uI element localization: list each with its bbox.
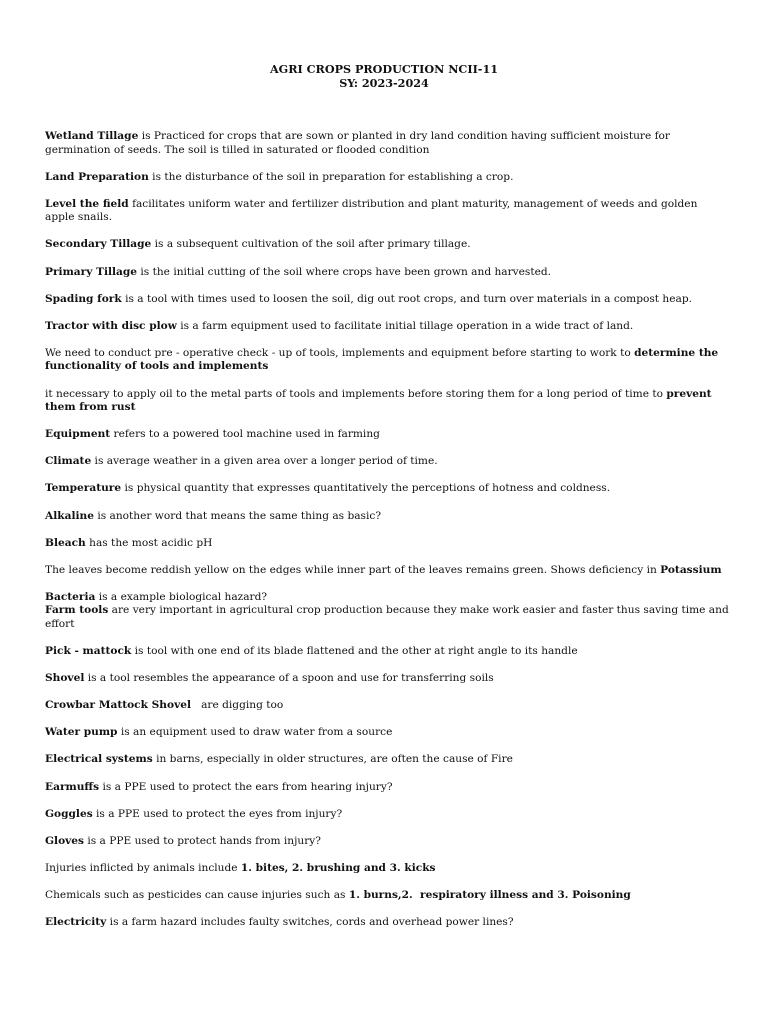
definition-text: is a PPE used to protect the ears from hearing injury? [99, 780, 393, 793]
definition-text: are digging too [191, 699, 284, 712]
definition-text: is a subsequent cultivation of the soil after primary tillage. [151, 238, 471, 251]
definition-text: is a tool resembles the appearance of a spoon and use for transferring soils [84, 672, 494, 685]
statement-text: Injuries inflicted by animals include [45, 861, 241, 874]
definition-primary-tillage [45, 266, 730, 280]
term: Farm tools [45, 604, 109, 617]
answer: Potassium [660, 563, 722, 576]
definition-text: is another word that means the same thing as basic? [93, 509, 381, 522]
term: Level the field [45, 197, 129, 210]
document-body [45, 130, 730, 943]
definition-text: is physical quantity that expresses quantitatively the perceptions of hotness and coldness. [121, 482, 611, 495]
definition-text: is the disturbance of the soil in preparation for establishing a crop. [148, 170, 514, 183]
definition-text: is a PPE used to protect hands from injury? [84, 834, 321, 847]
term: Alkaline [45, 509, 94, 522]
definition-spading-fork [45, 293, 730, 307]
definition-text: is a tool with times used to loosen the soil, dig out root crops, and turn over materials in a compost heap. [121, 292, 692, 305]
definition-electricity [45, 916, 730, 930]
definition-text: is a farm hazard includes faulty switches, cords and overhead power lines? [106, 916, 514, 928]
definition-text: facilitates uniform water and fertilizer distribution and plant maturity, management of weeds and golden apple snails. [45, 197, 698, 224]
definition-text: is average weather in a given area over a longer period of time. [91, 455, 438, 468]
term: Goggles [45, 807, 93, 820]
term: Gloves [45, 834, 84, 847]
statement-apply-oil [45, 388, 730, 415]
term: Secondary Tillage [45, 238, 152, 251]
definition-text: is a farm equipment used to facilitate initial tillage operation in a wide tract of land. [176, 319, 634, 332]
statement-text: We need to conduct pre - operative check - up of tools, implements and equipment before starting to work to [45, 346, 635, 359]
term: Land Preparation [45, 170, 149, 183]
definition-bacteria [45, 591, 730, 605]
term: Temperature [45, 482, 122, 495]
term: Shovel [45, 672, 85, 685]
term: Tractor with disc plow [45, 319, 177, 332]
document-header [0, 62, 768, 90]
term: Equipment [45, 428, 111, 441]
definition-text: is Practiced for crops that are sown or planted in dry land condition having sufficient moisture for germination of seeds. The soil is tilled in saturated or flooded condition [45, 130, 670, 156]
term: Earmuffs [45, 780, 100, 793]
definition-pick-mattock [45, 645, 730, 659]
term: Bacteria [45, 590, 96, 603]
definition-text: is an equipment used to draw water from a source [117, 726, 393, 739]
definition-text: refers to a powered tool machine used in farming [110, 428, 380, 441]
term: Water pump [45, 726, 118, 739]
statement-text: Chemicals such as pesticides can cause injuries such as [45, 888, 349, 901]
definition-goggles [45, 808, 730, 822]
definition-alkaline [45, 510, 730, 524]
term: Wetland Tillage [45, 130, 139, 142]
definition-temperature [45, 482, 730, 496]
answer: 1. burns,2. respiratory illness and 3. Poisoning [348, 888, 631, 901]
definition-shovel [45, 672, 730, 686]
answer: determine the functionality of tools and implements [45, 346, 719, 373]
definition-land-preparation [45, 171, 730, 185]
statement-pre-operative-check [45, 347, 730, 374]
definition-bleach [45, 537, 730, 551]
definition-level-the-field [45, 198, 730, 225]
definition-secondary-tillage [45, 238, 730, 252]
term: Primary Tillage [45, 265, 138, 278]
statement-chemical-injuries [45, 889, 730, 903]
term: Crowbar Mattock Shovel [45, 699, 192, 712]
statement-potassium-deficiency [45, 564, 730, 578]
school-year: SY: 2023-2024 [339, 76, 429, 90]
term: Spading fork [45, 292, 122, 305]
term: Electricity [45, 916, 107, 928]
term: Electrical systems [45, 753, 153, 766]
statement-animal-injuries [45, 862, 730, 876]
definition-crowbar-mattock-shovel [45, 699, 730, 713]
definition-earmuffs [45, 781, 730, 795]
definition-gloves [45, 835, 730, 849]
definition-climate [45, 455, 730, 469]
statement-text: it necessary to apply oil to the metal parts of tools and implements before storing them for a long period of time to [45, 387, 667, 400]
definition-text: is the initial cutting of the soil where crops have been grown and harvested. [137, 265, 552, 278]
answer: prevent them from rust [45, 387, 712, 414]
answer: 1. bites, 2. brushing and 3. kicks [240, 861, 436, 874]
definition-tractor-disc-plow [45, 320, 730, 334]
definition-text: has the most acidic pH [85, 536, 213, 549]
definition-farm-tools [45, 604, 730, 631]
definition-wetland-tillage [45, 130, 730, 157]
definition-equipment [45, 428, 730, 442]
definition-text: in barns, especially in older structures, are often the cause of Fire [152, 753, 513, 766]
definition-text: are very important in agricultural crop production because they make work easier and faster thus saving time and effort [45, 604, 729, 630]
definition-electrical-systems [45, 753, 730, 767]
definition-text: is tool with one end of its blade flattened and the other at right angle to its handle [131, 645, 578, 658]
statement-text: The leaves become reddish yellow on the edges while inner part of the leaves remains green. Shows deficiency in [45, 563, 661, 576]
definition-water-pump [45, 726, 730, 740]
definition-text: is a PPE used to protect the eyes from injury? [92, 807, 343, 820]
document-title: AGRI CROPS PRODUCTION NCII-11 [269, 62, 499, 76]
term: Bleach [45, 536, 86, 549]
term: Climate [45, 455, 92, 468]
term: Pick - mattock [45, 645, 132, 658]
definition-text: is a example biological hazard? [95, 590, 268, 603]
